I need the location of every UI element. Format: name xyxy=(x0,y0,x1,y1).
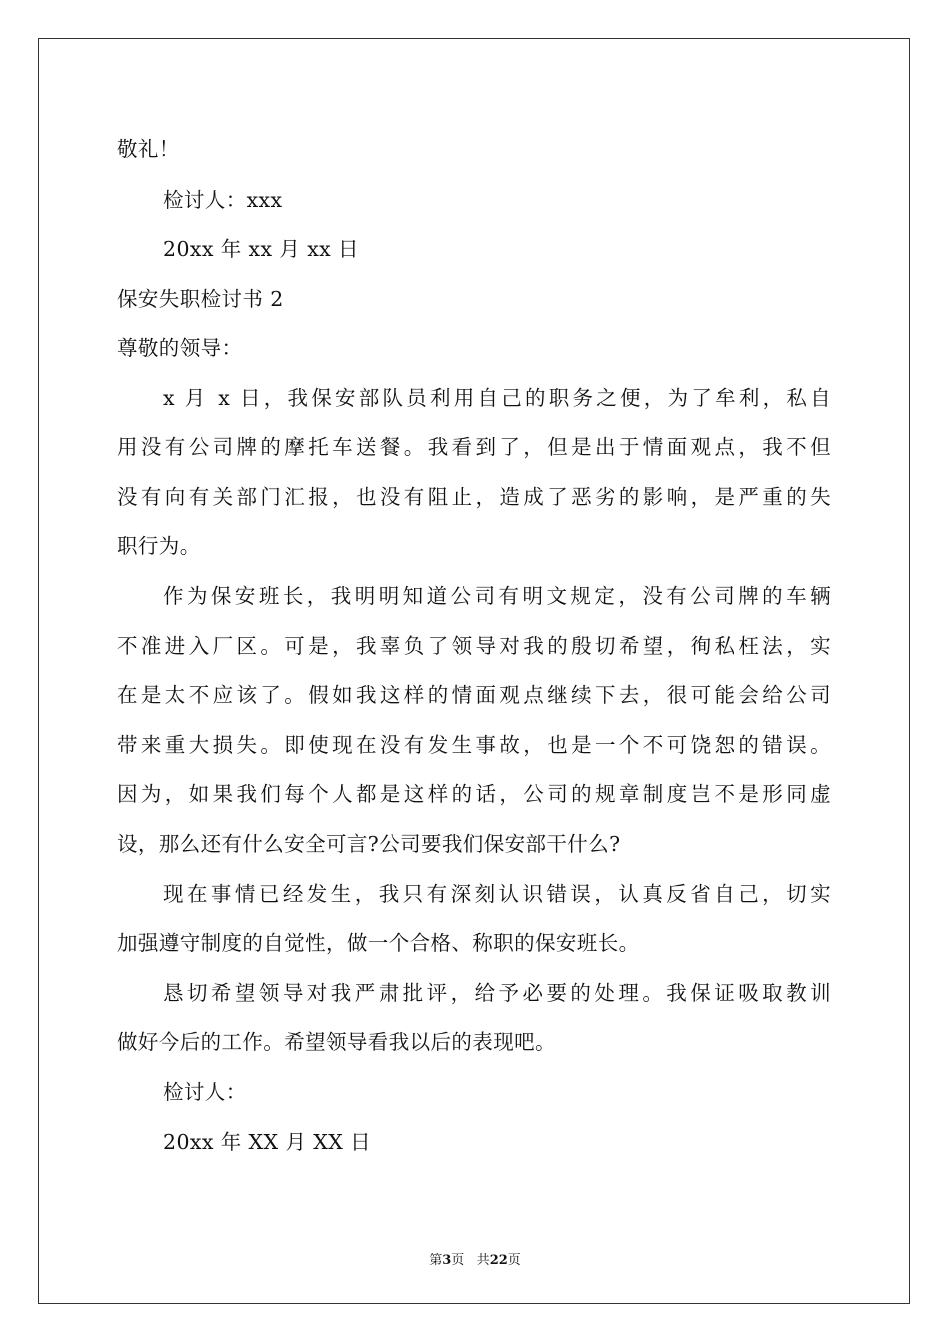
paragraph-line: 做好今后的工作。希望领导看我以后的表现吧。 xyxy=(117,1030,556,1054)
signature-line: 检讨人： xyxy=(163,1080,247,1104)
page-number: 3 xyxy=(442,1253,452,1268)
section-title: 保安失职检讨书 2 xyxy=(117,287,284,311)
page-prefix: 第 xyxy=(429,1253,443,1268)
paragraph-line: 不准进入厂区。可是，我辜负了领导对我的殷切希望，徇私枉法，实 xyxy=(117,634,831,658)
paragraph-line: 现在事情已经发生，我只有深刻认识错误，认真反省自己，切实 xyxy=(163,882,831,906)
date-line: 20xx 年 XX 月 XX 日 xyxy=(163,1130,372,1154)
greeting: 尊敬的领导： xyxy=(117,336,243,360)
total-pages: 22 xyxy=(489,1253,508,1268)
paragraph-line: 没有向有关部门汇报，也没有阻止，造成了恶劣的影响，是严重的失 xyxy=(117,485,831,509)
total-prefix: 共 xyxy=(476,1253,490,1268)
page-footer xyxy=(0,1249,950,1268)
paragraph-line: 恳切希望领导对我严肃批评，给予必要的处理。我保证吸取教训 xyxy=(163,981,831,1005)
page-suffix: 页 xyxy=(451,1253,465,1268)
paragraph-line: 作为保安班长，我明明知道公司有明文规定，没有公司牌的车辆 xyxy=(163,584,831,608)
paragraph-line: 职行为。 xyxy=(117,534,201,558)
signature-line: 检讨人：xxx xyxy=(163,188,283,212)
paragraph-line: 设，那么还有什么安全可言?公司要我们保安部干什么? xyxy=(117,832,621,856)
paragraph-line: 因为，如果我们每个人都是这样的话，公司的规章制度岂不是形同虚 xyxy=(117,782,831,806)
paragraph-line: 用没有公司牌的摩托车送餐。我看到了，但是出于情面观点，我不但 xyxy=(117,435,831,459)
date-line: 20xx 年 xx 月 xx 日 xyxy=(163,237,359,261)
paragraph-line: x 月 x 日，我保安部队员利用自己的职务之便，为了牟利，私自 xyxy=(163,386,831,410)
total-suffix: 页 xyxy=(507,1253,521,1268)
paragraph-line: 带来重大损失。即使现在没有发生事故，也是一个不可饶恕的错误。 xyxy=(117,733,831,757)
page-frame xyxy=(38,38,910,1304)
closing-salutation: 敬礼！ xyxy=(117,137,180,161)
paragraph-line: 在是太不应该了。假如我这样的情面观点继续下去，很可能会给公司 xyxy=(117,683,831,707)
paragraph-line: 加强遵守制度的自觉性，做一个合格、称职的保安班长。 xyxy=(117,931,640,955)
